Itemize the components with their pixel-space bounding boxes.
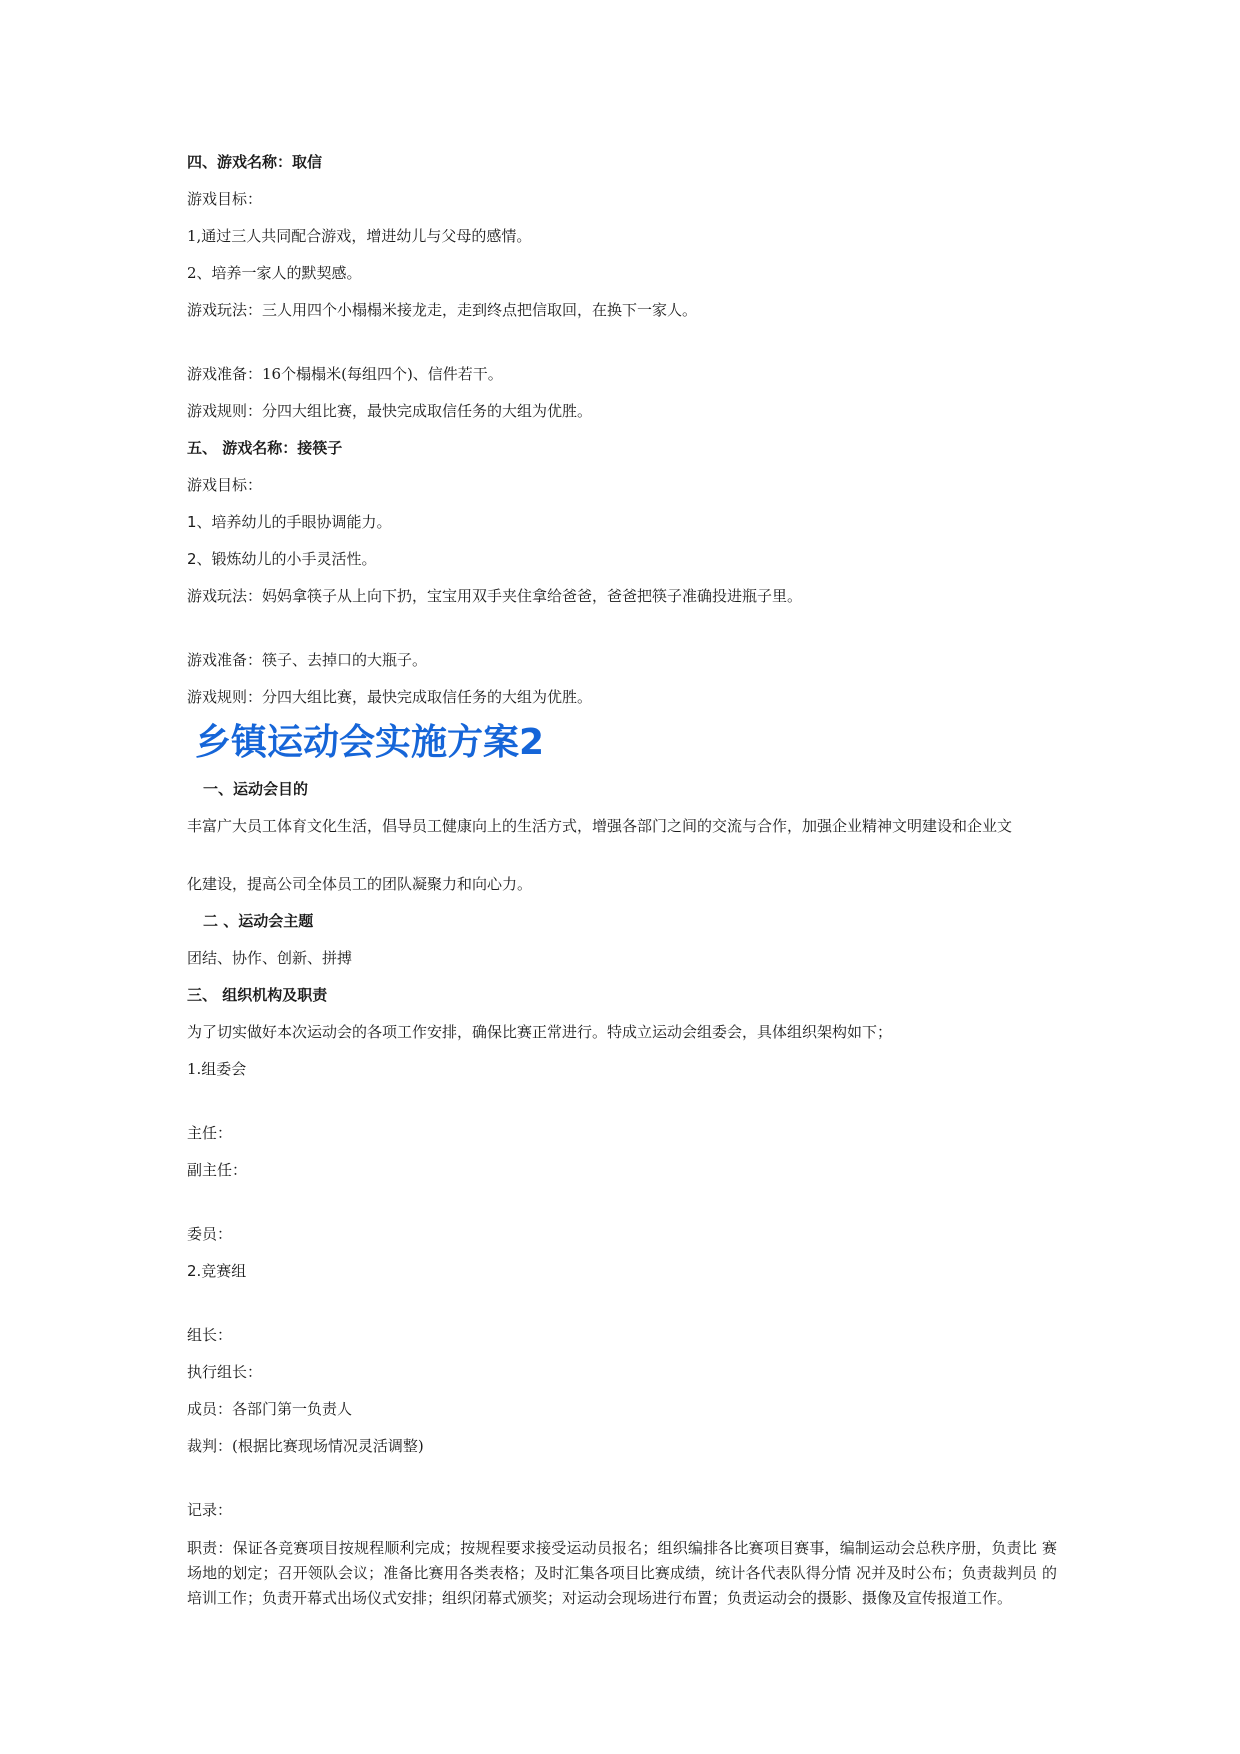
- section-4-rules: 游戏规则：分四大组比赛，最快完成取信任务的大组为优胜。: [187, 402, 593, 420]
- section-4-prep: 游戏准备：16个榻榻米(每组四个)、信件若干。: [187, 365, 503, 383]
- part-3-heading: 三、 组织机构及职责: [187, 986, 328, 1004]
- part-2-theme: 团结、协作、创新、拼搏: [187, 949, 353, 967]
- section-4-goal-1: 1,通过三人共同配合游戏，增进幼儿与父母的感情。: [187, 227, 532, 245]
- crew-label: 成员：各部门第一负责人: [187, 1400, 353, 1418]
- part-3-intro: 为了切实做好本次运动会的各项工作安排，确保比赛正常进行。特成立运动会组委会，具体组织架构如下；: [187, 1023, 893, 1041]
- judges-label: 裁判：(根据比赛现场情况灵活调整): [187, 1437, 424, 1455]
- section-5-goal-1: 1、培养幼儿的手眼协调能力。: [187, 513, 392, 531]
- section-5-heading: 五、 游戏名称：接筷子: [187, 439, 343, 457]
- exec-leader-label: 执行组长：: [187, 1363, 263, 1381]
- section-4-play: 游戏玩法：三人用四个小榻榻米接龙走，走到终点把信取回，在换下一家人。: [187, 301, 698, 319]
- part-1-heading: 一、运动会目的: [203, 780, 309, 798]
- section-5-goal-2: 2、锻炼幼儿的小手灵活性。: [187, 550, 377, 568]
- part-1-line-1: 丰富广大员工体育文化生活，倡导员工健康向上的生活方式，增强各部门之间的交流与合作，加强企业精神文明建设和企业文: [187, 817, 1013, 835]
- document-body: [187, 150, 1067, 1611]
- section-4-goal-2: 2、培养一家人的默契感。: [187, 264, 362, 282]
- org-committee-label: 1.组委会: [187, 1060, 247, 1078]
- leader-label: 组长：: [187, 1326, 233, 1344]
- recorder-label: 记录：: [187, 1501, 233, 1519]
- vice-director-label: 副主任：: [187, 1161, 248, 1179]
- part-2-heading: 二 、运动会主题: [203, 912, 314, 930]
- director-label: 主任：: [187, 1124, 233, 1142]
- section-5-rules: 游戏规则：分四大组比赛，最快完成取信任务的大组为优胜。: [187, 688, 593, 706]
- section-4-heading: 四、游戏名称：取信: [187, 153, 323, 171]
- members-label: 委员：: [187, 1225, 233, 1243]
- section-5-play: 游戏玩法：妈妈拿筷子从上向下扔，宝宝用双手夹住拿给爸爸，爸爸把筷子准确投进瓶子里。: [187, 587, 803, 605]
- section-5-goal-label: 游戏目标：: [187, 476, 263, 494]
- section-5-prep: 游戏准备：筷子、去掉口的大瓶子。: [187, 651, 428, 669]
- part-1-line-2: 化建设，提高公司全体员工的团队凝聚力和向心力。: [187, 875, 533, 893]
- section-4-goal-label: 游戏目标：: [187, 190, 263, 208]
- duty-paragraph: 职责：保证各竞赛项目按规程顺利完成；按规程要求接受运动员报名；组织编排各比赛项目赛事，编制运动会总秩序册，负责比 赛场地的划定；召开领队会议；准备比赛用各类表格；及时汇集各项目比赛成绩，统计各代表队得分情 况并及时公布；负责裁判员 的培训工作；负责开幕式出场仪式安排；组织闭幕式颁奖；对运动会现场进行布置；负责运动会的摄影、摄像及宣传报道工作。: [187, 1539, 1057, 1607]
- document-title: 乡镇运动会实施方案2: [195, 722, 545, 763]
- competition-group-label: 2.竞赛组: [187, 1262, 247, 1280]
